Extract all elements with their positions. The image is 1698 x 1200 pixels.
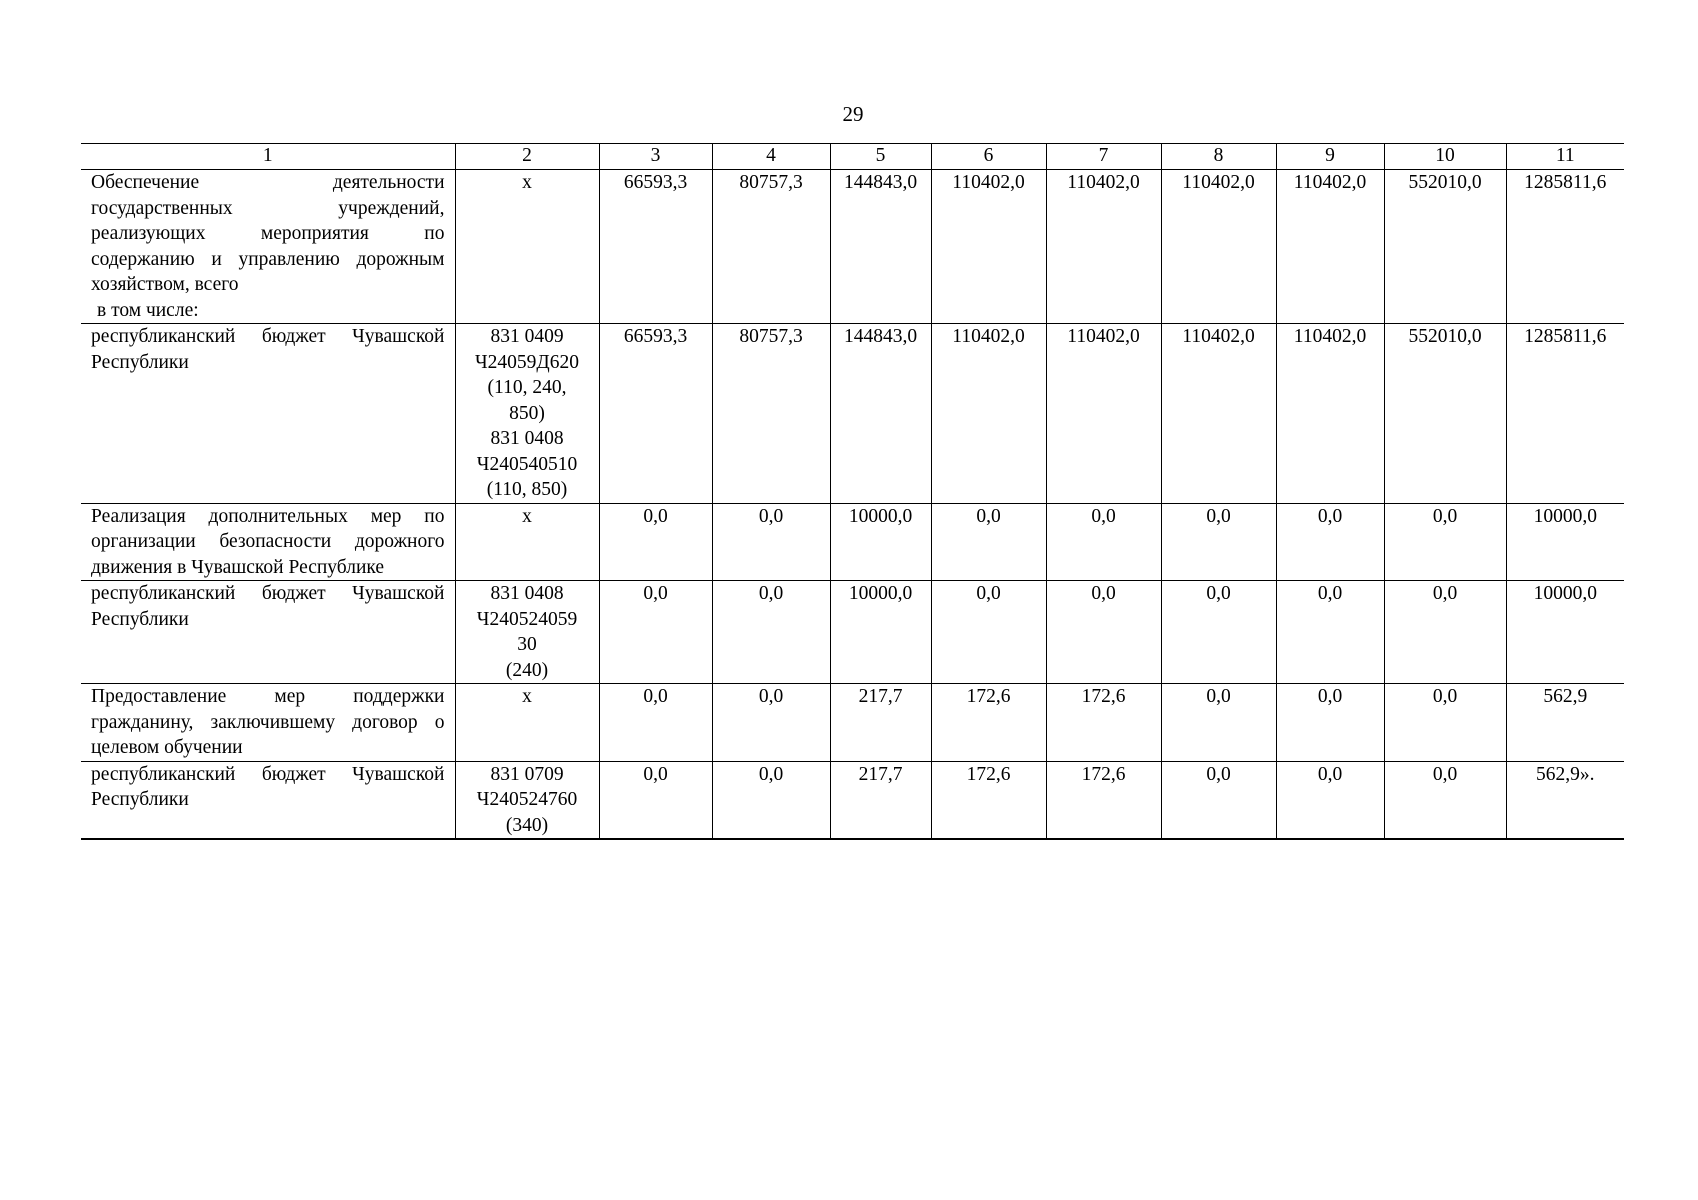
value-cell: 144843,0 — [830, 170, 931, 324]
value-cell: 110402,0 — [1161, 170, 1276, 324]
row-name-text: республиканский бюджет Чувашской Республики — [91, 326, 445, 373]
table-row — [81, 324, 1624, 504]
value-cell: 66593,3 — [599, 324, 712, 504]
row-code — [455, 761, 599, 839]
table-row — [81, 503, 1624, 581]
header-cell: 4 — [712, 144, 830, 170]
row-name-text: республиканский бюджет Чувашской Республики — [91, 583, 445, 630]
value-cell: 144843,0 — [830, 324, 931, 504]
header-cell: 2 — [455, 144, 599, 170]
row-code — [455, 170, 599, 324]
value-cell: 0,0 — [599, 581, 712, 684]
row-name-text: республиканский бюджет Чувашской Республики — [91, 763, 445, 810]
row-name-suffix: в том числе: — [97, 299, 199, 321]
value-cell: 110402,0 — [1161, 324, 1276, 504]
value-cell: 110402,0 — [1276, 170, 1384, 324]
row-code — [455, 581, 599, 684]
row-name-text: Реализация дополнительных мер по организации безопасности дорожного движения в Чувашской Республике — [91, 505, 445, 578]
value-cell: 80757,3 — [712, 170, 830, 324]
value-cell: 110402,0 — [1046, 170, 1161, 324]
value-cell: 80757,3 — [712, 324, 830, 504]
value-cell: 110402,0 — [931, 324, 1046, 504]
value-cell: 10000,0 — [1506, 503, 1624, 581]
value-cell: 0,0 — [712, 581, 830, 684]
value-cell: 217,7 — [830, 761, 931, 839]
value-cell: 0,0 — [1384, 581, 1506, 684]
value-cell: 0,0 — [1046, 503, 1161, 581]
code-line: 831 0709 — [490, 763, 564, 785]
header-cell: 8 — [1161, 144, 1276, 170]
row-name — [81, 581, 455, 684]
header-cell: 3 — [599, 144, 712, 170]
row-code — [455, 503, 599, 581]
code-line: Ч240524760 — [476, 789, 578, 810]
value-cell: 562,9 — [1506, 684, 1624, 762]
header-row — [81, 144, 1624, 170]
value-cell: 552010,0 — [1384, 324, 1506, 504]
value-cell: 0,0 — [931, 503, 1046, 581]
value-cell: 110402,0 — [1276, 324, 1384, 504]
header-cell: 10 — [1384, 144, 1506, 170]
value-cell: 172,6 — [1046, 761, 1161, 839]
value-cell: 217,7 — [830, 684, 931, 762]
value-cell: 0,0 — [1161, 581, 1276, 684]
row-code — [455, 684, 599, 762]
row-name-text: Обеспечение деятельности государственных учреждений, реализующих мероприятия по содержанию и управлению дорожным хозяйством, всего — [91, 172, 445, 295]
value-cell: 0,0 — [1384, 761, 1506, 839]
code-line: 831 0409 — [490, 326, 564, 347]
value-cell: 110402,0 — [931, 170, 1046, 324]
value-cell: 0,0 — [1384, 684, 1506, 762]
value-cell: 0,0 — [599, 503, 712, 581]
value-cell: 172,6 — [931, 761, 1046, 839]
code-line: (110, 850) — [486, 479, 568, 500]
value-cell: 0,0 — [1276, 581, 1384, 684]
value-cell: 0,0 — [1384, 503, 1506, 581]
value-cell: 110402,0 — [1046, 324, 1161, 504]
code-line: х — [522, 172, 532, 193]
value-cell: 10000,0 — [830, 581, 931, 684]
value-cell: 66593,3 — [599, 170, 712, 324]
value-cell: 0,0 — [931, 581, 1046, 684]
value-cell: 1285811,6 — [1506, 324, 1624, 504]
table-row — [81, 684, 1624, 762]
value-cell: 0,0 — [599, 761, 712, 839]
row-name — [81, 324, 455, 504]
row-name-text: Предоставление мер поддержки гражданину, заключившему договор о целевом обучении — [91, 686, 445, 758]
value-cell: 0,0 — [599, 684, 712, 762]
value-cell: 1285811,6 — [1506, 170, 1624, 324]
table-row — [81, 761, 1624, 839]
value-cell: 172,6 — [1046, 684, 1161, 762]
code-line: 831 0408 — [490, 428, 564, 449]
page-number: 29 — [842, 102, 864, 126]
value-cell: 0,0 — [1161, 684, 1276, 762]
row-code — [455, 324, 599, 504]
budget-table — [81, 143, 1624, 840]
table-body — [81, 144, 1624, 840]
header-cell: 1 — [81, 144, 455, 170]
code-line: Ч240540510 — [476, 453, 578, 475]
row-name — [81, 170, 455, 324]
value-cell: 0,0 — [1161, 503, 1276, 581]
header-cell: 9 — [1276, 144, 1384, 170]
value-cell: 172,6 — [931, 684, 1046, 762]
code-line: 30 — [517, 634, 537, 655]
value-cell: 0,0 — [712, 761, 830, 839]
code-line: Ч24059Д620 — [475, 351, 579, 373]
table-row — [81, 170, 1624, 324]
code-line: Ч240524059 — [476, 608, 578, 630]
value-cell: 0,0 — [1046, 581, 1161, 684]
value-cell: 10000,0 — [830, 503, 931, 581]
value-cell: 0,0 — [1276, 684, 1384, 762]
value-cell: 10000,0 — [1506, 581, 1624, 684]
code-line: (240) — [505, 659, 549, 681]
value-cell: 0,0 — [712, 503, 830, 581]
table-row — [81, 581, 1624, 684]
code-line: х — [522, 505, 532, 527]
code-line: 831 0408 — [490, 583, 564, 604]
value-cell: 0,0 — [1276, 503, 1384, 581]
code-line: (110, 240, — [487, 377, 567, 398]
value-cell: 0,0 — [1276, 761, 1384, 839]
row-name — [81, 761, 455, 839]
code-line: (340) — [505, 814, 549, 836]
code-line: 850) — [509, 402, 545, 424]
value-cell: 0,0 — [712, 684, 830, 762]
header-cell: 5 — [830, 144, 931, 170]
row-name — [81, 684, 455, 762]
value-cell: 552010,0 — [1384, 170, 1506, 324]
header-cell: 6 — [931, 144, 1046, 170]
code-line: х — [522, 686, 532, 707]
value-cell: 0,0 — [1161, 761, 1276, 839]
header-cell: 7 — [1046, 144, 1161, 170]
value-cell: 562,9». — [1506, 761, 1624, 839]
row-name — [81, 503, 455, 581]
header-cell: 11 — [1506, 144, 1624, 170]
